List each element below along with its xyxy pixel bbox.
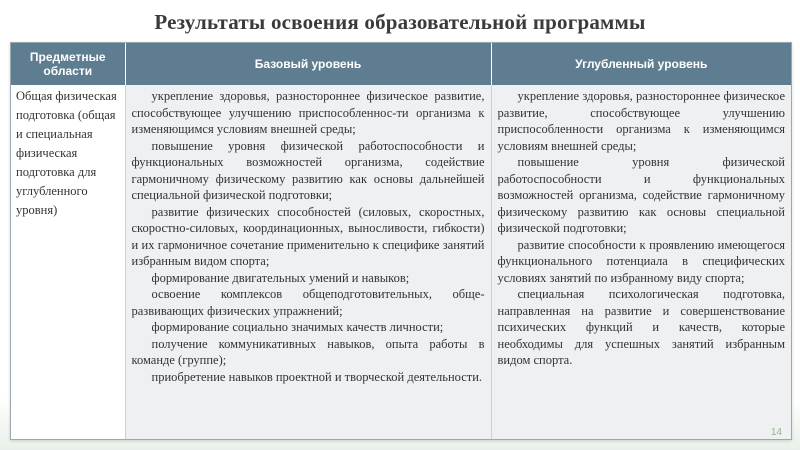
advanced-item: развитие способности к проявлению имеющегося функционального потенциала в специфических условиях занятий по избранному виду спорта; bbox=[497, 237, 785, 285]
basic-item: формирование социально значимых качеств личности; bbox=[151, 320, 444, 334]
page-number: 14 bbox=[770, 427, 782, 438]
advanced-item: специальная психологическая подготовка, направленная на развитие и совершенствование психических функций и качеств, которые необходимы для успешных занятий избранным видом спорта. bbox=[497, 287, 785, 367]
basic-item: приобретение навыков проектной и творческой деятельности. bbox=[151, 369, 483, 384]
results-table bbox=[10, 42, 792, 440]
advanced-level-cell bbox=[491, 85, 791, 439]
basic-item: формирование двигательных умений и навыков; bbox=[151, 270, 410, 285]
advanced-item: укрепление здоровья, разностороннее физическое развитие, способствующее улучшению приспособленности организма к изменяющимся условиям внешней среды; bbox=[497, 89, 785, 153]
basic-item: развитие физических способностей (силовых, скоростных, скоростно-силовых, координационных, выносливости, гибкости) и их гармоничное сочетание применительно к специфике занятий избранным видом спорта; bbox=[131, 204, 485, 268]
header-basic-level: Базовый уровень bbox=[125, 43, 491, 85]
header-subject-areas: Предметные области bbox=[11, 43, 125, 85]
advanced-item: повышение уровня физической работоспособности и функциональных возможностей организма, содействие гармоничному физическому развитию как основы специальной физической подготовки; bbox=[497, 155, 785, 235]
page-title: Результаты освоения образовательной программы bbox=[154, 10, 646, 34]
header-advanced-level: Углубленный уровень bbox=[491, 43, 791, 85]
basic-item: повышение уровня физической работоспособности и функциональных возможностей организма, содействие гармоничному физическому развитию как основы дальнейшей специальной физической подготовки; bbox=[131, 138, 485, 202]
subject-area-cell: Общая физическая подготовка (общая и специальная физическая подготовка для углубленного уровня) bbox=[11, 85, 125, 439]
table-row bbox=[11, 85, 791, 439]
basic-item: укрепление здоровья, разностороннее физическое развитие, способствующее улучшению приспособленнос-ти организма к изменяющимся условиям внешней среды; bbox=[131, 89, 485, 136]
basic-level-cell bbox=[125, 85, 491, 439]
table-header-row bbox=[11, 43, 791, 85]
basic-item: получение коммуникативных навыков, опыта работы в команде (группе); bbox=[131, 336, 485, 367]
basic-item: освоение комплексов общеподготовительных, обще-развивающих физических упражнений; bbox=[131, 287, 485, 318]
